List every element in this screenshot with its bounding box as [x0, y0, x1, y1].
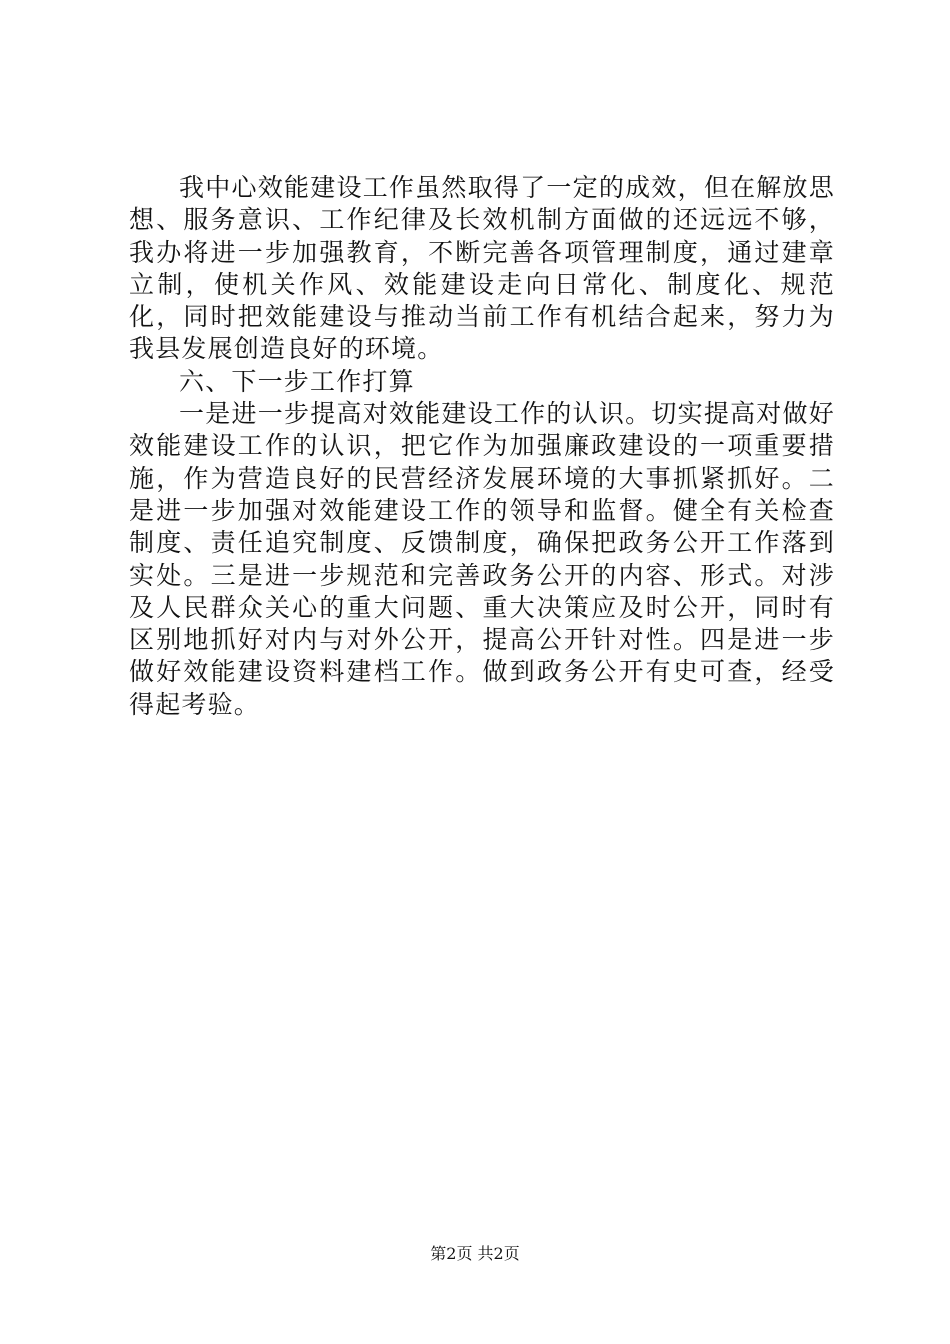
document-body — [129, 172, 835, 721]
page-number-footer: 第2页 共2页 — [430, 1244, 520, 1263]
paragraph-next-steps: 一是进一步提高对效能建设工作的认识。切实提高对做好效能建设工作的认识，把它作为加强廉政建设的一项重要措施，作为营造良好的民营经济发展环境的大事抓紧抓好。二是进一步加强对效能建设工作的领导和监督。健全有关检查制度、责任追究制度、反馈制度，确保把政务公开工作落到实处。三是进一步规范和完善政务公开的内容、形式。对涉及人民群众关心的重大问题、重大决策应及时公开，同时有区别地抓好对内与对外公开，提高公开针对性。四是进一步做好效能建设资料建档工作。做到政务公开有史可查，经受得起考验。 — [129, 399, 835, 719]
paragraph-summary: 我中心效能建设工作虽然取得了一定的成效，但在解放思想、服务意识、工作纪律及长效机制方面做的还远远不够，我办将进一步加强教育，不断完善各项管理制度，通过建章立制，使机关作风、效能建设走向日常化、制度化、规范化，同时把效能建设与推动当前工作有机结合起来，努力为我县发展创造良好的环境。 — [129, 173, 835, 364]
section-heading-next-steps: 六、下一步工作打算 — [179, 366, 415, 396]
